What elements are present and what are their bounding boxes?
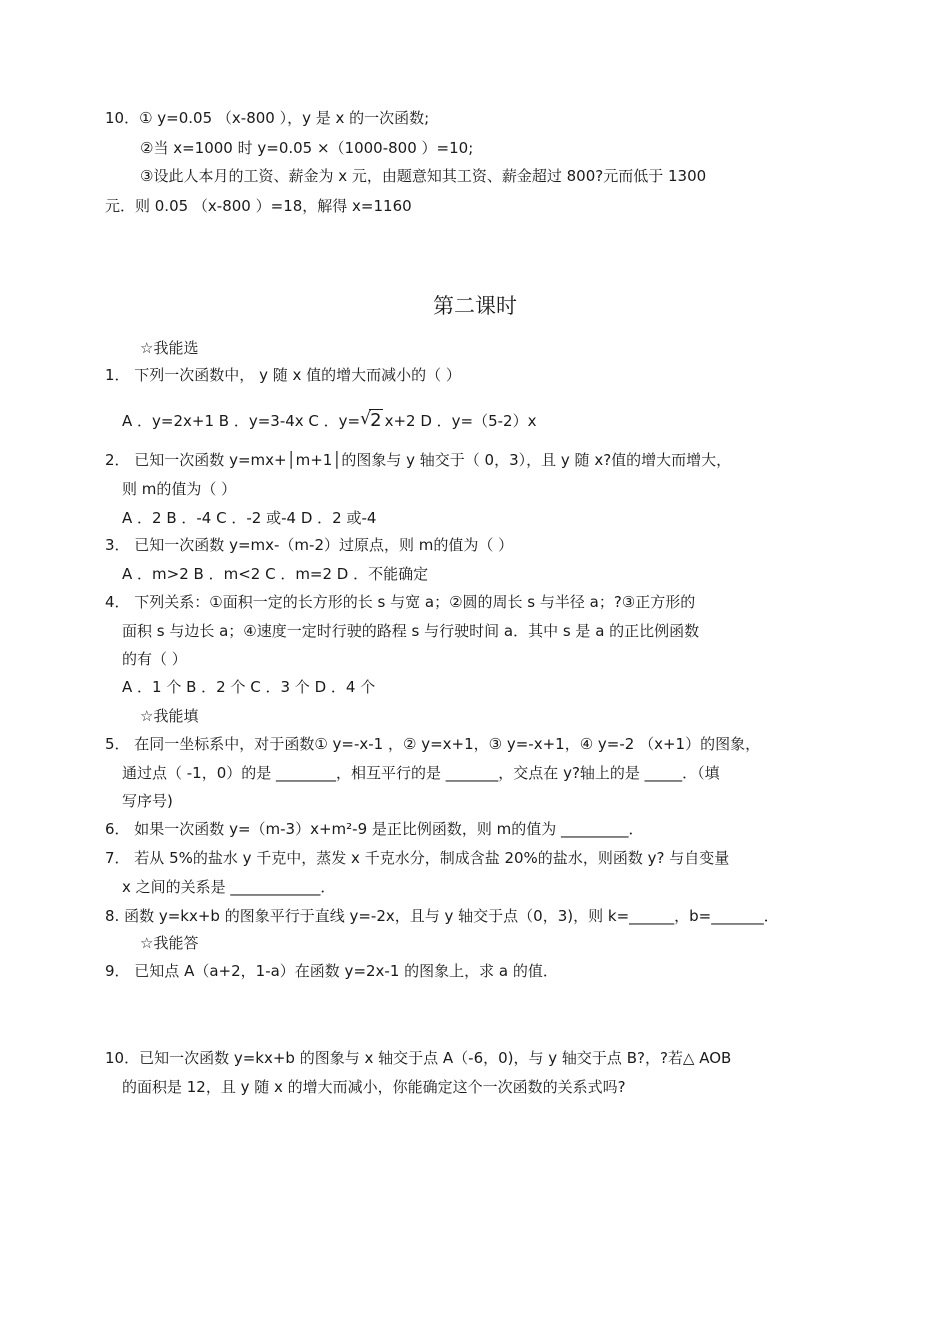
section-title: 第二课时 xyxy=(433,294,517,318)
question-6-line-1: 6． 如果一次函数 y=（m-3）x+m²-9 是正比例函数，则 m的值为 _________． xyxy=(105,820,644,838)
question-4-line-3: 的有（ ） xyxy=(122,650,187,668)
prev-answer-line-2: ②当 x=1000 时 y=0.05 ×（1000-800 ）=10; xyxy=(140,139,474,157)
question-2-line-2: 则 m的值为（ ） xyxy=(122,480,237,498)
question-1-options xyxy=(122,411,536,431)
question-8-line-1: 8. 函数 y=kx+b 的图象平行于直线 y=-2x，且与 y 轴交于点（0，3)，则 k=______，b=_______． xyxy=(105,907,779,925)
question-10-line-1: 10．已知一次函数 y=kx+b 的图象与 x 轴交于点 A（-6，0)，与 y 轴交于点 B?，?若△ AOB xyxy=(105,1049,732,1067)
question-2-line-1: 2． 已知一次函数 y=mx+│m+1│的图象与 y 轴交于（ 0，3），且 y 随 x?值的增大而增大， xyxy=(105,451,732,469)
question-10-line-2: 的面积是 12，且 y 随 x 的增大而减小，你能确定这个一次函数的关系式吗? xyxy=(122,1078,626,1096)
prev-answer-line-4: 元．则 0.05 （x-800 ）=18，解得 x=1160 xyxy=(105,197,412,215)
question-7-line-2: x 之间的关系是 ____________． xyxy=(122,878,336,896)
question-2-options: A ．2 B ．-4 C ．-2 或-4 D ．2 或-4 xyxy=(122,509,377,527)
question-1-options-b: x+2 D ．y=（5-2）x xyxy=(384,412,537,430)
question-9-line-1: 9． 已知点 A（a+2，1-a）在函数 y=2x-1 的图象上，求 a 的值． xyxy=(105,962,558,980)
question-7-line-1: 7． 若从 5%的盐水 y 千克中，蒸发 x 千克水分，制成含盐 20%的盐水，则函数 y? 与自变量 xyxy=(105,849,730,867)
sqrt-radicand: 2 xyxy=(370,410,382,431)
question-5-line-2: 通过点（ -1，0）的是 ________，相互平行的是 _______，交点在 y?轴上的是 _____．（填 xyxy=(122,764,720,782)
question-1-stem: 1． 下列一次函数中， y 随 x 值的增大而减小的（ ） xyxy=(105,366,461,384)
sqrt-symbol: √ 2 xyxy=(360,409,382,431)
question-5-line-3: 写序号) xyxy=(122,792,173,810)
section-heading-choose: ☆我能选 xyxy=(140,339,199,357)
section-heading-fill: ☆我能填 xyxy=(140,707,199,725)
question-3-line-1: 3． 已知一次函数 y=mx-（m-2）过原点，则 m的值为（ ） xyxy=(105,536,514,554)
question-1-options-a: A ．y=2x+1 B ．y=3-4x C ．y= xyxy=(122,412,361,430)
question-3-options: A ．m>2 B ．m<2 C ．m=2 D ．不能确定 xyxy=(122,565,429,583)
prev-answer-line-1: 10．① y=0.05 （x-800 ），y 是 x 的一次函数; xyxy=(105,109,430,127)
section-heading-answer: ☆我能答 xyxy=(140,934,199,952)
question-4-options: A ．1 个 B ．2 个 C ．3 个 D ．4 个 xyxy=(122,678,376,696)
question-5-line-1: 5． 在同一坐标系中，对于函数① y=-x-1 ，② y=x+1，③ y=-x+1，④ y=-2 （x+1）的图象， xyxy=(105,735,761,753)
question-4-line-2: 面积 s 与边长 a；④速度一定时行驶的路程 s 与行驶时间 a．其中 s 是 a 的正比例函数 xyxy=(122,622,700,640)
question-4-line-1: 4． 下列关系：①面积一定的长方形的长 s 与宽 a；②圆的周长 s 与半径 a；?③正方形的 xyxy=(105,593,696,611)
prev-answer-line-3: ③设此人本月的工资、薪金为 x 元，由题意知其工资、薪金超过 800?元而低于 1300 xyxy=(140,167,707,185)
